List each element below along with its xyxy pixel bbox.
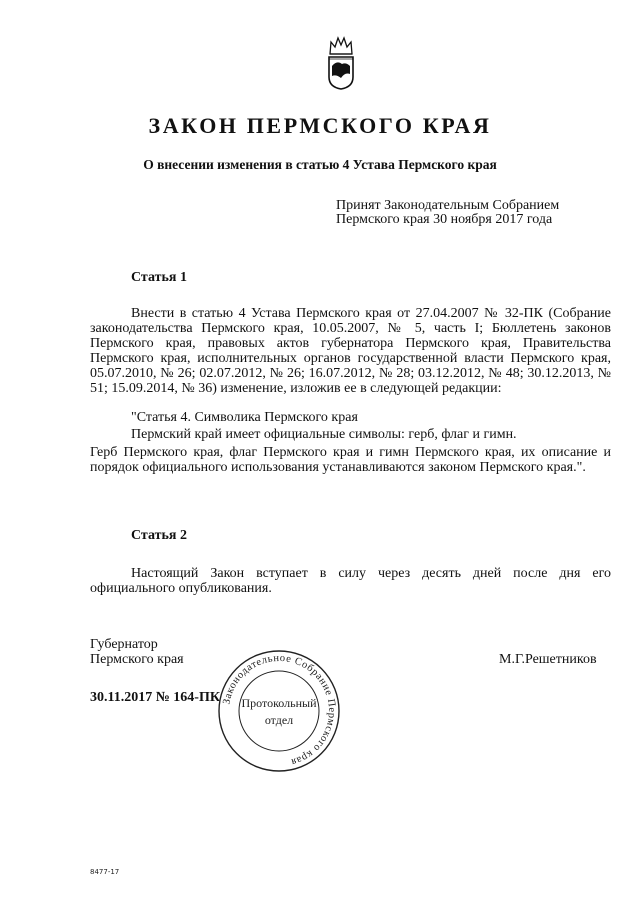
article-2-paragraph: Настоящий Закон вступает в силу через десять дней после дня его официального опубликования. — [90, 566, 611, 597]
article-1-paragraph: Внести в статью 4 Устава Пермского края от 27.04.2007 № 32-ПК (Собрание законодательства Пермского края, 10.05.2007, № 5, часть I; Бюллетень законов Пермского края, правовых актов губернатора Пермского края, Правительства Пермского края, исполнительных органов государственной власти Пермского края, 05.07.2010, № 26; 02.07.2012, № 26; 16.07.2012, № 28; 03.12.2012, № 48; 30.12.2013, № 51; 15.09.2014, № 36) изменение, изложив ее в следующей редакции: — [90, 306, 611, 397]
seal-ring-text: Законодательное Собрание Пермского края — [221, 652, 338, 768]
official-seal-stamp — [216, 648, 342, 774]
signatory-name: М.Г.Решетников — [499, 652, 597, 667]
law-subtitle: О внесении изменения в статью 4 Устава Пермского края — [143, 157, 497, 172]
article-1-heading: Статья 1 — [131, 270, 187, 285]
adoption-note-line: Пермского края 30 ноября 2017 года — [336, 212, 553, 227]
footer-code: 8477-17 — [90, 868, 120, 876]
quoted-paragraph-1: Пермский край имеет официальные символы: герб, флаг и гимн. — [131, 427, 517, 442]
adoption-note-line: Принят Законодательным Собранием — [336, 198, 560, 213]
adoption-note — [336, 199, 559, 227]
law-title: ЗАКОН ПЕРМСКОГО КРАЯ — [148, 113, 492, 138]
quoted-paragraph-2: Герб Пермского края, флаг Пермского края и гимн Пермского края, их описание и порядок официального использования устанавливаются законом Пермского края.". — [90, 445, 611, 476]
signatory-position — [90, 637, 184, 667]
document-date-number: 30.11.2017 № 164-ПК — [90, 690, 220, 705]
seal-center-text: отдел — [264, 713, 294, 727]
seal-center-text: Протокольный — [241, 696, 317, 710]
quoted-article-heading: "Статья 4. Символика Пермского края — [131, 410, 358, 425]
signatory-position-line: Пермского края — [90, 652, 184, 667]
signatory-position-line: Губернатор — [90, 637, 158, 652]
coat-of-arms-emblem — [326, 32, 356, 90]
article-2-heading: Статья 2 — [131, 528, 187, 543]
